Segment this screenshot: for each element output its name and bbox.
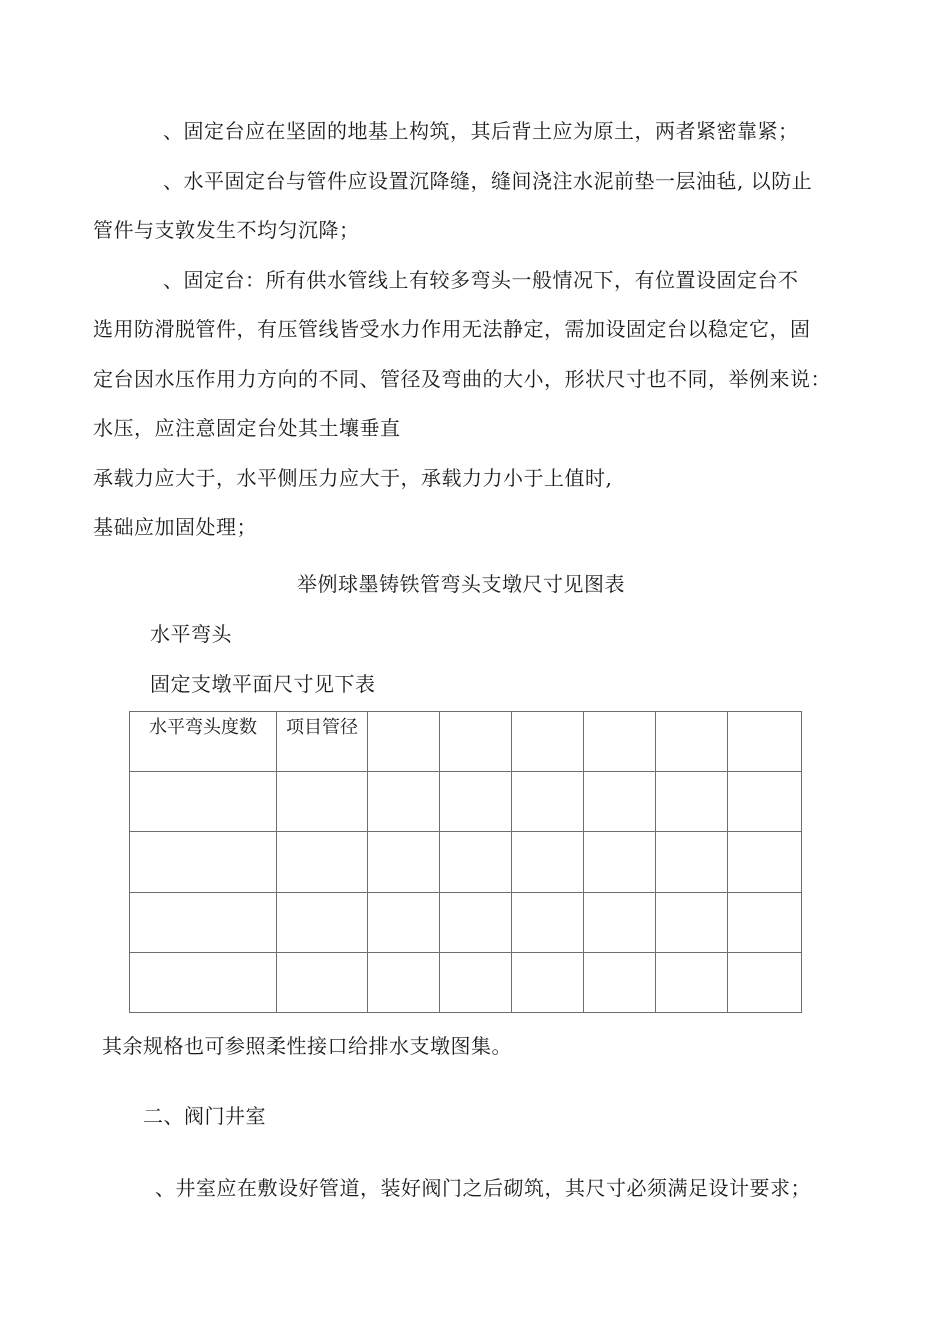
table-cell <box>512 952 584 1012</box>
paragraph-2-line-2: 管件与支敦发生不均匀沉降； <box>93 218 360 242</box>
table-cell <box>368 952 440 1012</box>
paragraph-3-line-4: 水压，应注意固定台处其土壤垂直 <box>93 416 401 440</box>
table-cell <box>440 952 512 1012</box>
table-header-cell <box>440 712 512 772</box>
table-cell <box>368 892 440 952</box>
table-row <box>130 892 802 952</box>
table-cell <box>584 832 656 892</box>
table-cell <box>277 832 368 892</box>
paragraph-3-line-1: 、固定台：所有供水管线上有较多弯头一般情况下，有位置设固定台不 <box>163 268 799 292</box>
paragraph-2-line-1: 、水平固定台与管件应设置沉降缝，缝间浇注水泥前垫一层油毡, 以防止 <box>163 169 813 193</box>
table-header-cell: 水平弯头度数 <box>130 712 277 772</box>
table-header-cell <box>728 712 802 772</box>
table-cell <box>130 832 277 892</box>
paragraph-1: 、固定台应在坚固的地基上构筑，其后背土应为原土，两者紧密靠紧； <box>163 119 799 143</box>
table-cell <box>728 772 802 832</box>
table-cell <box>656 772 728 832</box>
table-cell <box>584 952 656 1012</box>
table-cell <box>728 952 802 1012</box>
table-header-cell <box>368 712 440 772</box>
table-cell <box>728 832 802 892</box>
table-cell <box>277 892 368 952</box>
table-cell <box>440 892 512 952</box>
table-cell <box>656 952 728 1012</box>
table-cell <box>512 832 584 892</box>
table-cell <box>130 772 277 832</box>
paragraph-3-line-2: 选用防滑脱管件，有压管线皆受水力作用无法静定，需加设固定台以稳定它，固 <box>93 317 811 341</box>
table-header-cell <box>584 712 656 772</box>
table-cell <box>130 952 277 1012</box>
paragraph-3-line-6: 基础应加固处理； <box>93 515 257 539</box>
table-caption: 固定支墩平面尺寸见下表 <box>150 672 376 696</box>
table-cell <box>440 772 512 832</box>
table-cell <box>277 772 368 832</box>
table-cell <box>656 832 728 892</box>
table-cell <box>584 772 656 832</box>
table-cell <box>440 832 512 892</box>
table-row <box>130 832 802 892</box>
table-title: 举例球墨铸铁管弯头支墩尺寸见图表 <box>297 572 625 596</box>
table-row <box>130 952 802 1012</box>
table-cell <box>728 892 802 952</box>
table-note: 其余规格也可参照柔性接口给排水支墩图集。 <box>102 1034 512 1058</box>
table-cell <box>584 892 656 952</box>
table-sub-heading: 水平弯头 <box>150 622 232 646</box>
elbow-support-table <box>129 711 802 1013</box>
table-cell <box>277 952 368 1012</box>
table-cell <box>656 892 728 952</box>
table-header-cell <box>656 712 728 772</box>
paragraph-3-line-3: 定台因水压作用力方向的不同、管径及弯曲的大小，形状尺寸也不同，举例来说： <box>93 367 831 391</box>
section-2-heading: 二、阀门井室 <box>143 1104 266 1128</box>
table-row <box>130 772 802 832</box>
table-cell <box>512 772 584 832</box>
table-cell <box>512 892 584 952</box>
table-cell <box>130 892 277 952</box>
section-2-paragraph-1: 、井室应在敷设好管道，装好阀门之后砌筑，其尺寸必须满足设计要求； <box>155 1176 811 1200</box>
table-header-row <box>130 712 802 772</box>
table-header-cell: 项目管径 <box>277 712 368 772</box>
table-cell <box>368 772 440 832</box>
table-cell <box>368 832 440 892</box>
table-header-cell <box>512 712 584 772</box>
paragraph-3-line-5: 承载力应大于，水平侧压力应大于，承载力力小于上值时, <box>93 466 613 490</box>
